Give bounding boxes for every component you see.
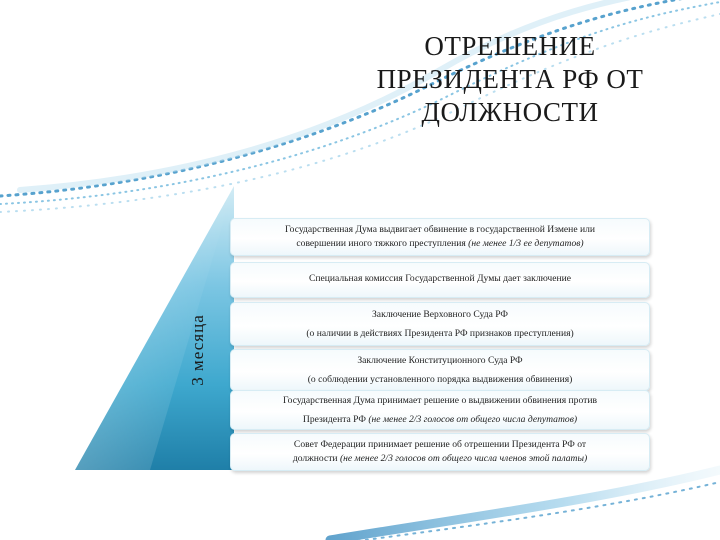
duration-label: 3 месяца [188, 314, 207, 386]
step-3-line-2: (о наличии в действиях Президента РФ признаков преступления) [306, 327, 574, 339]
step-2-line-1: Специальная комиссия Государственной Думы дает заключение [308, 273, 572, 284]
step-duma-commission [230, 262, 650, 298]
title-line-1: ОТРЕШЕНИЕ [424, 31, 596, 61]
step-5-line-2 [239, 413, 641, 427]
step-6-line-2 [239, 452, 641, 466]
step-6-line-2-text: должности [292, 453, 340, 464]
step-1-line-2-text: совершении иного тяжкого преступления [296, 238, 469, 249]
step-constitutional-court [230, 349, 650, 391]
step-5-line-1: Государственная Дума принимает решение о выдвижении обвинения против [282, 394, 598, 406]
step-federation-council [230, 433, 650, 471]
step-1-line-2-condition: (не менее 1/3 ее депутатов) [468, 238, 584, 249]
step-duma-accusation [230, 218, 650, 256]
step-6-line-2-condition: (не менее 2/3 голосов от общего числа членов этой палаты) [339, 453, 588, 464]
step-1-line-2 [239, 237, 641, 251]
step-6-line-1: Совет Федерации принимает решение об отрешении Президента РФ от [293, 439, 587, 450]
step-1-line-1: Государственная Дума выдвигает обвинение в государственной Измене или [284, 224, 596, 235]
step-5-line-2-text: Президента РФ [302, 413, 369, 425]
step-4-line-1: Заключение Конституционного Суда РФ [357, 354, 523, 366]
step-duma-decision [230, 390, 650, 430]
title-line-3: ДОЛЖНОСТИ [421, 97, 599, 127]
step-3-line-1: Заключение Верховного Суда РФ [372, 308, 508, 320]
step-5-line-2-condition: (не менее 2/3 голосов от общего числа депутатов) [368, 413, 578, 425]
step-4-line-2: (о соблюдении установленного порядка выдвижения обвинения) [307, 373, 573, 385]
title-line-2: ПРЕЗИДЕНТА РФ ОТ [376, 64, 644, 94]
step-supreme-court [230, 302, 650, 346]
